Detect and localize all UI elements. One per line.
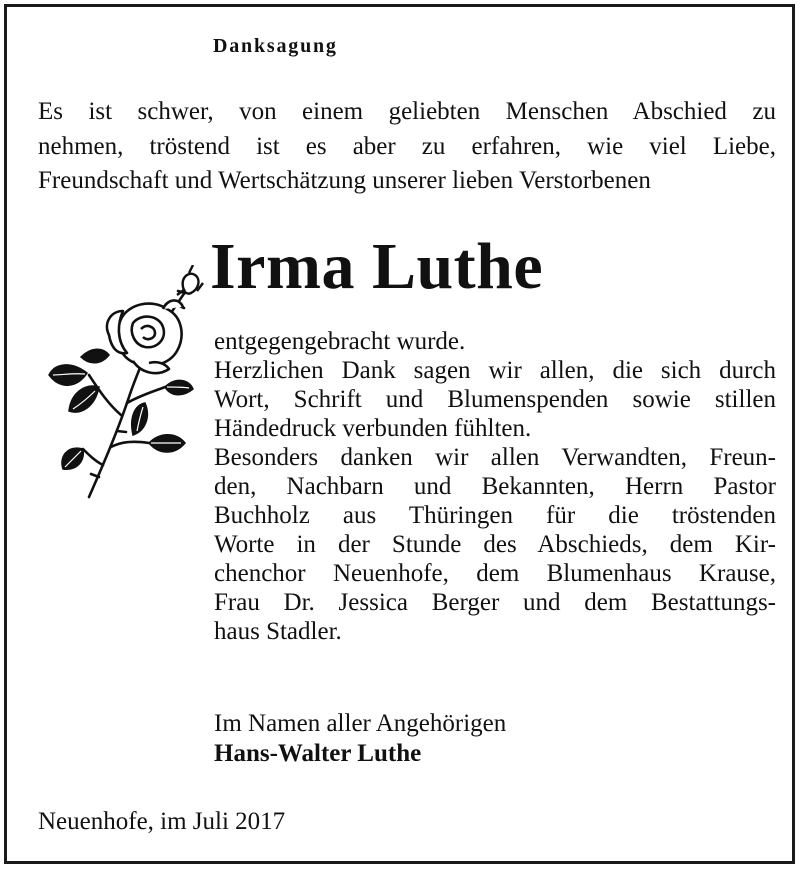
place-and-date: Neuenhofe, im Juli 2017 (38, 808, 286, 835)
obituary-card (4, 4, 795, 864)
body-line: Wort, Schrift und Blumenspenden sowie stillen (214, 386, 776, 413)
intro-line: nehmen, tröstend ist es aber zu erfahren, wie viel Liebe, (38, 132, 776, 160)
rose-icon (37, 265, 207, 515)
deceased-name: Irma Luthe (210, 230, 544, 303)
body-line: entgegengebracht wurde. (214, 328, 466, 355)
body-line: haus Stadler. (214, 618, 342, 645)
body-line: den, Nachbarn und Bekannten, Herrn Pastor (214, 473, 776, 500)
body-line: Händedruck verbunden fühlten. (214, 415, 532, 442)
intro-line: Es ist schwer, von einem geliebten Menschen Abschied zu (38, 98, 776, 125)
thanks-paragraph (214, 327, 776, 646)
body-line: Worte in der Stunde des Abschieds, dem Kir- (214, 531, 776, 558)
signature-block (214, 709, 506, 769)
body-line: Herzlichen Dank sagen wir allen, die sich durch (214, 357, 776, 384)
signer-name: Hans-Walter Luthe (214, 740, 422, 767)
intro-line: Freundschaft und Wertschätzung unserer lieben Verstorbenen (38, 167, 651, 194)
body-line: Frau Dr. Jessica Berger und dem Bestattungs- (214, 589, 776, 616)
heading-danksagung: Danksagung (213, 35, 338, 57)
body-line: chenchor Neuenhofe, dem Blumenhaus Krause, (214, 560, 776, 587)
intro-paragraph (38, 95, 776, 199)
body-line: Buchholz aus Thüringen für die tröstenden (214, 502, 776, 529)
closing-line: Im Namen aller Angehörigen (214, 710, 507, 737)
body-line: Besonders danken wir allen Verwandten, Freun- (214, 444, 776, 471)
